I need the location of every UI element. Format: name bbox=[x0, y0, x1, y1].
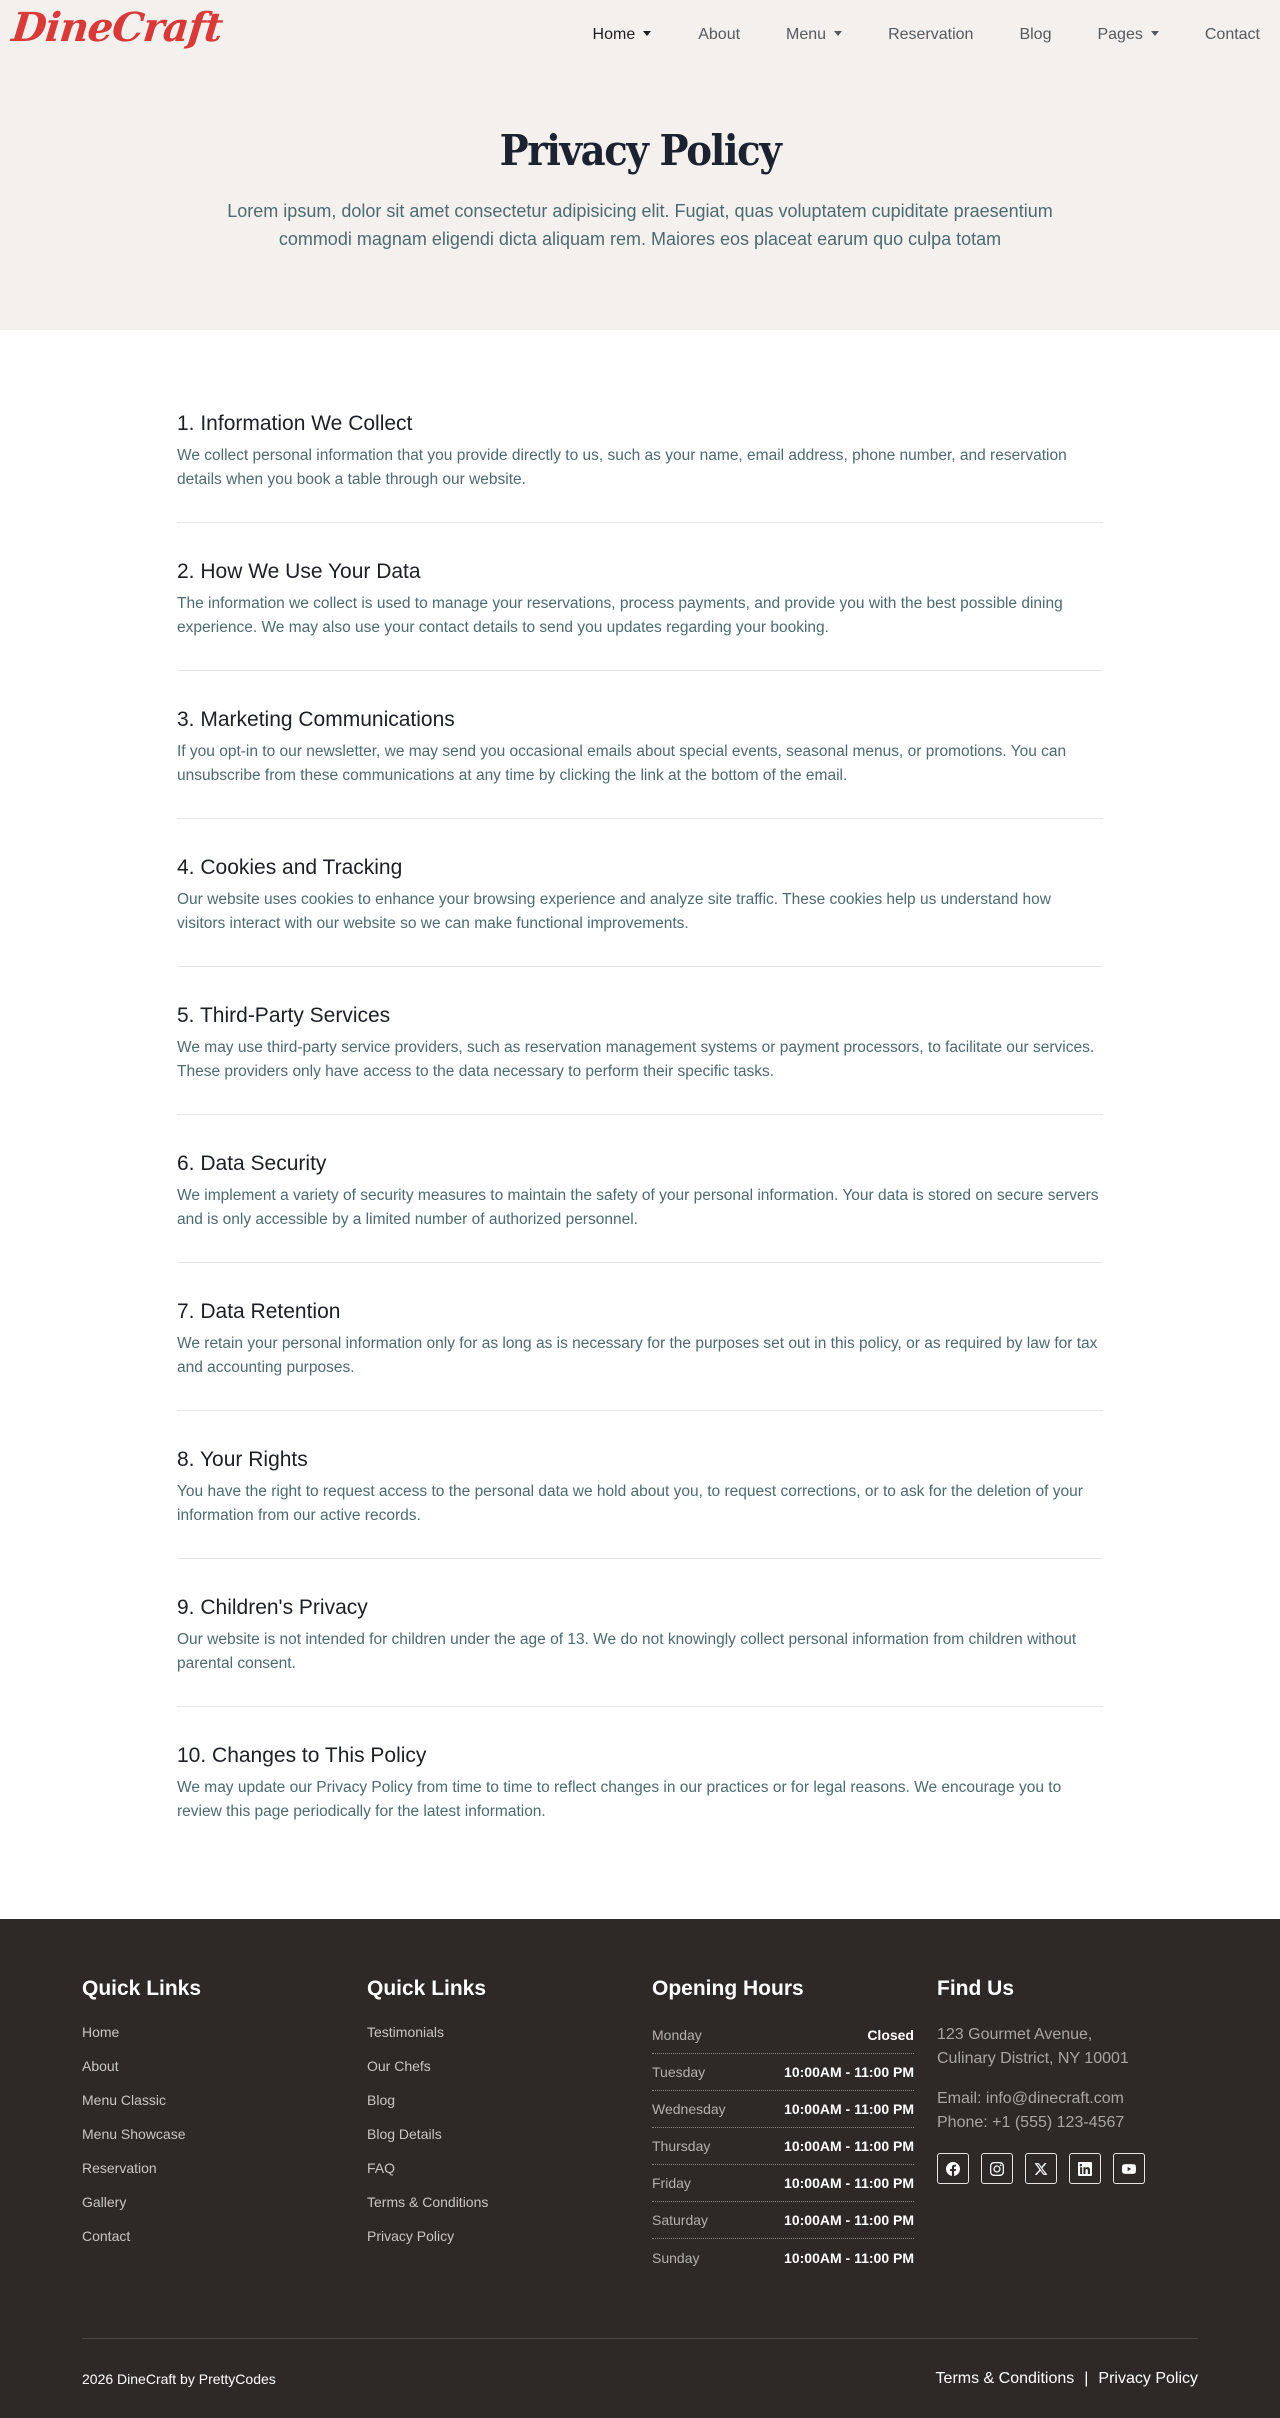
hours-row bbox=[652, 2017, 914, 2054]
nav-item-reservation[interactable] bbox=[888, 26, 973, 44]
facebook-icon bbox=[946, 2162, 960, 2176]
brand-logo[interactable]: DineCraft bbox=[9, 4, 225, 51]
nav-label: Home bbox=[592, 26, 636, 43]
contact-phone[interactable]: Phone: +1 (555) 123-4567 bbox=[937, 2114, 1125, 2131]
footer-opening-hours bbox=[652, 1977, 937, 2276]
policy-section bbox=[177, 1446, 1103, 1559]
section-title: 3. Marketing Communications bbox=[177, 708, 455, 731]
hours-day: Saturday bbox=[652, 2212, 709, 2228]
hours-row bbox=[652, 2091, 914, 2128]
nav-label: Menu bbox=[786, 26, 827, 43]
section-body: Our website uses cookies to enhance your browsing experience and analyze site traffic. These cookies help us understand how visitors interact with our website so we can make functional improvements. bbox=[177, 891, 1051, 932]
nav-item-blog[interactable] bbox=[1019, 26, 1051, 44]
footer-terms-link[interactable]: Terms & Conditions bbox=[935, 2369, 1075, 2387]
x-icon bbox=[1034, 2162, 1048, 2176]
footer-link-blog[interactable]: Blog bbox=[367, 2092, 396, 2108]
hours-time: 10:00AM - 11:00 PM bbox=[784, 2175, 914, 2191]
footer-quick-links-2 bbox=[367, 1977, 652, 2276]
footer-columns bbox=[0, 1977, 1280, 2276]
copyright: 2026 DineCraft by PrettyCodes bbox=[82, 2370, 276, 2387]
section-title: 10. Changes to This Policy bbox=[177, 1744, 427, 1767]
caret-down-icon bbox=[834, 31, 842, 36]
nav-label: About bbox=[698, 26, 741, 43]
hours-day: Wednesday bbox=[652, 2101, 726, 2117]
hero-banner bbox=[0, 0, 1280, 330]
hours-day: Sunday bbox=[652, 2249, 700, 2266]
hours-time: 10:00AM - 11:00 PM bbox=[784, 2064, 914, 2080]
hours-time: 10:00AM - 11:00 PM bbox=[784, 2138, 914, 2154]
main-nav bbox=[593, 0, 1280, 70]
section-title: 8. Your Rights bbox=[177, 1448, 308, 1471]
hours-row bbox=[652, 2165, 914, 2202]
footer-heading: Quick Links bbox=[82, 1977, 202, 2000]
section-body: Our website is not intended for children under the age of 13. We do not knowingly collect personal information from children without parental consent. bbox=[177, 1631, 1077, 1672]
nav-label: Reservation bbox=[888, 26, 974, 43]
section-body: We implement a variety of security measures to maintain the safety of your personal information. Your data is stored on secure servers and is only accessible by a limited number of authorized personnel. bbox=[177, 1187, 1099, 1228]
address-line-1: 123 Gourmet Avenue, bbox=[937, 2026, 1093, 2043]
hours-day: Tuesday bbox=[652, 2064, 706, 2080]
footer-link-privacy[interactable]: Privacy Policy bbox=[367, 2228, 455, 2244]
footer-link-terms[interactable]: Terms & Conditions bbox=[367, 2194, 489, 2210]
page-title: Privacy Policy bbox=[499, 126, 781, 175]
section-body: We may update our Privacy Policy from time to time to reflect changes in our practices or for legal reasons. We encourage you to review this page periodically for the latest information. bbox=[177, 1779, 1062, 1820]
footer-link-menu-showcase[interactable]: Menu Showcase bbox=[82, 2126, 186, 2142]
hours-day: Monday bbox=[652, 2027, 702, 2043]
footer-link-testimonials[interactable]: Testimonials bbox=[367, 2024, 445, 2040]
nav-item-contact[interactable] bbox=[1205, 26, 1260, 44]
youtube-button[interactable] bbox=[1113, 2153, 1145, 2184]
caret-down-icon bbox=[643, 31, 651, 36]
site-footer bbox=[0, 1919, 1280, 2418]
footer-privacy-link[interactable]: Privacy Policy bbox=[1098, 2369, 1198, 2387]
footer-link-reservation[interactable]: Reservation bbox=[82, 2160, 157, 2176]
legal-links bbox=[936, 2370, 1198, 2388]
policy-section bbox=[177, 854, 1103, 967]
footer-link-faq[interactable]: FAQ bbox=[367, 2160, 396, 2176]
section-title: 9. Children's Privacy bbox=[177, 1596, 368, 1619]
footer-link-about[interactable]: About bbox=[82, 2058, 119, 2074]
nav-item-about[interactable] bbox=[698, 26, 740, 44]
hours-day: Friday bbox=[652, 2175, 691, 2191]
section-body: We retain your personal information only for as long as is necessary for the purposes set out in this policy, or as required by law for tax and accounting purposes. bbox=[177, 1335, 1098, 1376]
footer-link-gallery[interactable]: Gallery bbox=[82, 2194, 127, 2210]
nav-item-menu[interactable] bbox=[786, 26, 842, 44]
nav-item-pages[interactable] bbox=[1097, 26, 1158, 44]
hours-row bbox=[652, 2202, 914, 2239]
section-title: 2. How We Use Your Data bbox=[177, 560, 421, 583]
linkedin-button[interactable] bbox=[1069, 2153, 1101, 2184]
nav-label: Blog bbox=[1019, 26, 1052, 43]
footer-link-contact[interactable]: Contact bbox=[82, 2228, 131, 2244]
facebook-button[interactable] bbox=[937, 2153, 969, 2184]
footer-link-blog-details[interactable]: Blog Details bbox=[367, 2126, 442, 2142]
contact-email[interactable]: Email: info@dinecraft.com bbox=[937, 2090, 1124, 2107]
caret-down-icon bbox=[1151, 31, 1159, 36]
social-links bbox=[937, 2153, 1222, 2184]
instagram-icon bbox=[990, 2162, 1004, 2176]
hours-time: 10:00AM - 11:00 PM bbox=[784, 2101, 914, 2117]
footer-bottom-bar bbox=[82, 2338, 1198, 2418]
legal-separator: | bbox=[1084, 2369, 1089, 2387]
youtube-icon bbox=[1122, 2162, 1136, 2176]
section-body: We collect personal information that you provide directly to us, such as your name, email address, phone number, and reservation details when you book a table through our website. bbox=[177, 447, 1067, 488]
address bbox=[937, 2023, 1222, 2071]
policy-section bbox=[177, 1002, 1103, 1115]
hours-row bbox=[652, 2128, 914, 2165]
navbar bbox=[0, 0, 1280, 70]
hours-day: Thursday bbox=[652, 2138, 711, 2154]
hours-row bbox=[652, 2239, 914, 2276]
nav-label: Pages bbox=[1097, 26, 1143, 43]
nav-label: Contact bbox=[1204, 26, 1260, 43]
x-button[interactable] bbox=[1025, 2153, 1057, 2184]
hero-content bbox=[0, 70, 1280, 253]
section-body: If you opt-in to our newsletter, we may send you occasional emails about special events, seasonal menus, or promotions. You can unsubscribe from these communications at any time by clicking the link at the bottom of the email. bbox=[177, 743, 1067, 784]
footer-quick-links-1 bbox=[82, 1977, 367, 2276]
hours-table bbox=[652, 2017, 914, 2276]
policy-section bbox=[177, 558, 1103, 671]
footer-link-menu-classic[interactable]: Menu Classic bbox=[82, 2092, 167, 2108]
nav-item-home[interactable] bbox=[593, 26, 652, 44]
page-subtitle: Lorem ipsum, dolor sit amet consectetur adipisicing elit. Fugiat, quas voluptatem cupiditate praesentium commodi magnam eligendi dicta aliquam rem. Maiores eos placeat earum quo culpa totam bbox=[227, 201, 1053, 249]
footer-link-home[interactable]: Home bbox=[82, 2024, 120, 2040]
hours-time: Closed bbox=[867, 2027, 914, 2043]
section-title: 4. Cookies and Tracking bbox=[177, 856, 403, 879]
footer-link-our-chefs[interactable]: Our Chefs bbox=[367, 2058, 431, 2074]
section-title: 7. Data Retention bbox=[177, 1300, 341, 1323]
policy-section bbox=[177, 706, 1103, 819]
policy-content bbox=[177, 330, 1103, 1919]
footer-heading: Find Us bbox=[937, 1977, 1014, 2000]
footer-find-us bbox=[937, 1977, 1222, 2276]
hours-row bbox=[652, 2054, 914, 2091]
section-title: 5. Third-Party Services bbox=[177, 1004, 391, 1027]
policy-section bbox=[177, 410, 1103, 523]
linkedin-icon bbox=[1078, 2162, 1092, 2176]
address-line-2: Culinary District, NY 10001 bbox=[937, 2050, 1129, 2067]
section-title: 6. Data Security bbox=[177, 1152, 327, 1175]
policy-section bbox=[177, 1150, 1103, 1263]
footer-heading: Quick Links bbox=[367, 1977, 487, 2000]
section-body: You have the right to request access to the personal data we hold about you, to request corrections, or to ask for the deletion of your information from our active records. bbox=[177, 1483, 1083, 1524]
policy-section bbox=[177, 1742, 1103, 1824]
section-body: The information we collect is used to manage your reservations, process payments, and provide you with the best possible dining experience. We may also use your contact details to send you updates regarding your booking. bbox=[177, 595, 1063, 636]
footer-heading: Opening Hours bbox=[652, 1977, 804, 2000]
section-title: 1. Information We Collect bbox=[177, 412, 413, 435]
hours-time: 10:00AM - 11:00 PM bbox=[784, 2249, 914, 2266]
instagram-button[interactable] bbox=[981, 2153, 1013, 2184]
section-body: We may use third-party service providers, such as reservation management systems or payment processors, to facilitate our services. These providers only have access to the data necessary to perform their specific tasks. bbox=[177, 1039, 1095, 1080]
hours-time: 10:00AM - 11:00 PM bbox=[784, 2212, 914, 2228]
policy-section bbox=[177, 1298, 1103, 1411]
policy-section bbox=[177, 1594, 1103, 1707]
